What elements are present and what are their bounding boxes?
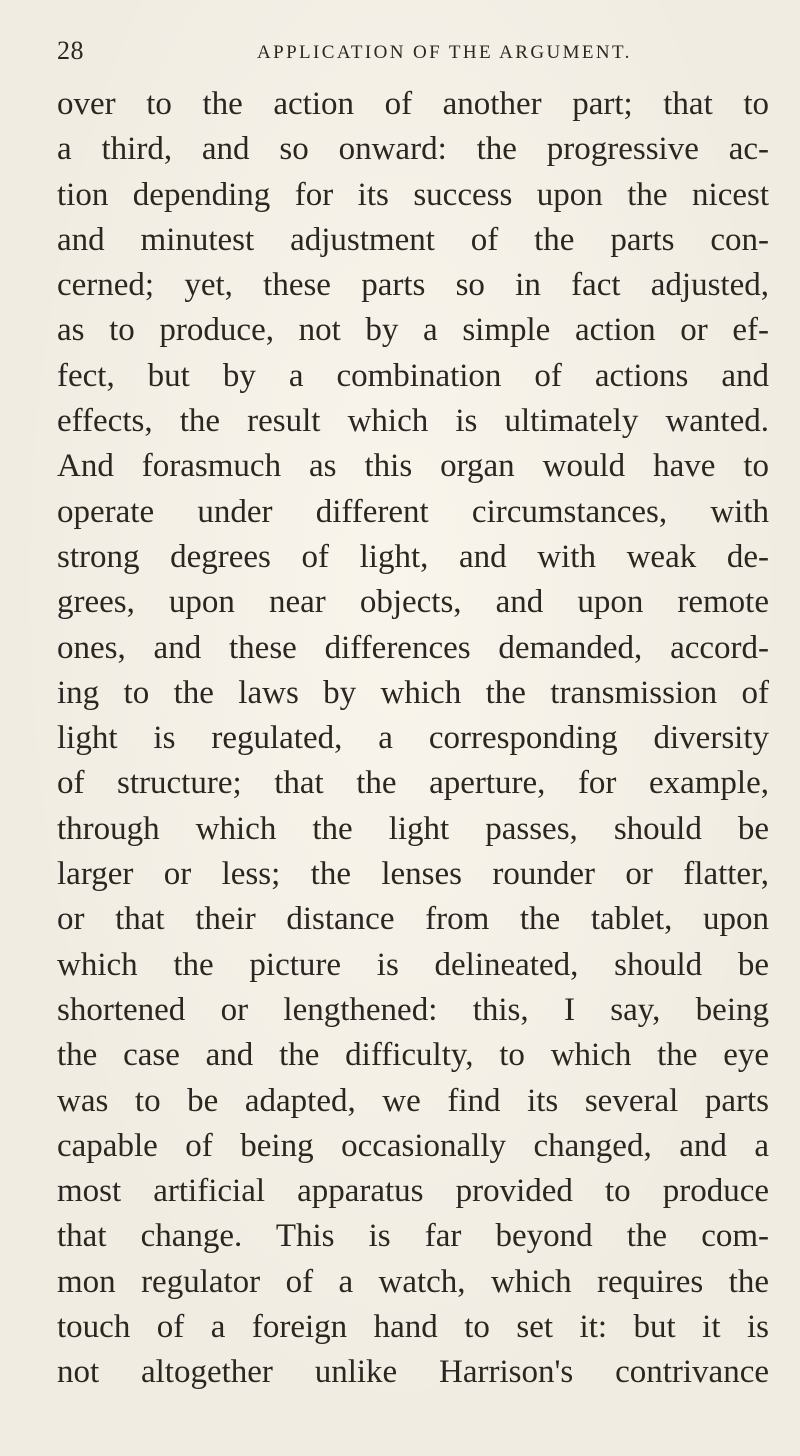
text-line: operate under different circumstances, with: [57, 493, 769, 530]
page-number: 28: [57, 36, 84, 65]
text-line: mon regulator of a watch, which requires the: [57, 1263, 769, 1300]
running-head: APPLICATION OF THE ARGUMENT.: [257, 42, 632, 63]
text-line: ing to the laws by which the transmission of: [57, 674, 769, 711]
text-line: effects, the result which is ultimately wanted.: [57, 403, 769, 440]
text-line: and minutest adjustment of the parts con-: [57, 221, 769, 258]
text-line: strong degrees of light, and with weak de-: [57, 538, 769, 575]
text-line: most artificial apparatus provided to produce: [57, 1173, 769, 1210]
text-line: touch of a foreign hand to set it: but it is: [57, 1309, 769, 1346]
text-line: shortened or lengthened: this, I say, being: [57, 991, 769, 1028]
text-line: tion depending for its success upon the nicest: [57, 176, 769, 213]
text-line: or that their distance from the tablet, upon: [57, 901, 769, 938]
text-line: fect, but by a combination of actions and: [57, 357, 769, 394]
text-line: a third, and so onward: the progressive ac-: [57, 131, 769, 168]
text-line: the case and the difficulty, to which the eye: [57, 1037, 769, 1074]
text-line: of structure; that the aperture, for example,: [57, 765, 769, 802]
page-header: [57, 36, 757, 76]
text-line: as to produce, not by a simple action or ef-: [57, 312, 769, 349]
text-line: And forasmuch as this organ would have to: [57, 448, 769, 485]
text-line: capable of being occasionally changed, and a: [57, 1127, 769, 1164]
text-line: through which the light passes, should be: [57, 810, 769, 847]
text-line: grees, upon near objects, and upon remote: [57, 584, 769, 621]
text-line: light is regulated, a corresponding diversity: [57, 720, 769, 757]
text-line: larger or less; the lenses rounder or flatter,: [57, 856, 769, 893]
text-line: not altogether unlike Harrison's contrivance: [57, 1354, 769, 1391]
text-line: which the picture is delineated, should be: [57, 946, 769, 983]
text-line: ones, and these differences demanded, accord-: [57, 629, 769, 666]
text-line: over to the action of another part; that to: [57, 86, 769, 122]
body-text: [57, 82, 769, 1396]
text-line: cerned; yet, these parts so in fact adjusted,: [57, 267, 769, 304]
text-line: was to be adapted, we find its several parts: [57, 1082, 769, 1119]
text-line: that change. This is far beyond the com-: [57, 1218, 769, 1255]
